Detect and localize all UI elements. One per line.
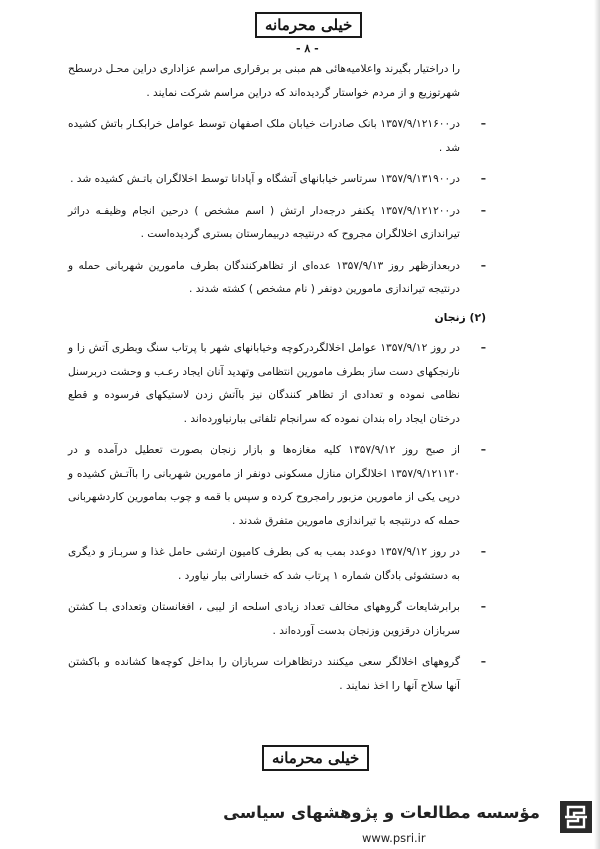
document-paragraph: – در۱۳۵۷/۹/۱۲۱۲۰۰ یکنفر درجه‌دار ارتش ( اسم مشخص ) درحین انجام وظیفـه دراثر تیراندازی اخلالگران مجروح که درنتیجه دربیمارستان بستری گردیده‌است . xyxy=(68,200,460,247)
document-paragraph: – در۱۳۵۷/۹/۱۳۱۹۰۰ سرتاسر خیابانهای آتشگاه و آپادانا توسط اخلالگران باتـش کشیده شد . xyxy=(68,168,460,192)
document-paragraph: – برابرشایعات گروههای مخالف تعداد زیادی اسلحه از لیبی ، افغانستان وتعدادی بـا کشتن سربازان درقزوین وزنجان بدست آورده‌اند . xyxy=(68,596,460,643)
document-paragraph: – در روز ۱۳۵۷/۹/۱۲ عوامل اخلالگردرکوچه وخیابانهای شهر با پرتاب سنگ وبطری آتش زا و نارنجکهای دست ساز بطرف مامورین انتظامی وتهدید آنان ایجاد رعـب و وحشت دربرسنل نظامی نموده و تعدادی از تظاهر کنندگان نیز باآتش زدن لاستیکهای فرسوده و قطع درختان ایجاد راه بندان نموده که سرانجام تلفاتی ببارنیاورده‌اند . xyxy=(68,337,460,431)
page-number: - ۸ - xyxy=(296,42,319,55)
institute-url: www.psri.ir xyxy=(362,831,426,845)
publisher-footer xyxy=(0,795,600,849)
classification-stamp-bottom: خیلی محرمانه xyxy=(262,745,369,771)
document-body xyxy=(68,58,486,698)
document-paragraph: – در۱۳۵۷/۹/۱۲۱۶۰۰ بانک صادرات خیابان ملک اصفهان توسط عوامل خرابکـار باتش کشیده شد . xyxy=(68,113,460,160)
document-paragraph: – دربعدازظهر روز ۱۳۵۷/۹/۱۳ عده‌ای از تظاهرکنندگان بطرف مامورین شهربانی حمله و درنتیجه تیراندازی مامورین دونفر ( نام مشخص ) کشته شدند . xyxy=(68,255,460,302)
section-heading-zanjan: (۲) زنجان xyxy=(434,310,486,324)
paragraph-group-isfahan xyxy=(68,58,460,302)
classification-stamp-top: خیلی محرمانه xyxy=(255,12,362,38)
document-paragraph: – در روز ۱۳۵۷/۹/۱۲ دوعدد بمب به کی بطرف کامیون ارتشی حامل غذا و سربـاز و دیگری به دستشوئی بادگان شماره ۱ پرتاب شد که خساراتی ببار نیاورد . xyxy=(68,541,460,588)
document-paragraph: را دراختیار بگیرند واعلامیه‌هائی هم مبنی بر برقراری مراسم عزاداری دراین محـل درسطح شهرتوزیع و از مردم خواستار گردیده‌اند که دراین مراسم شرکت نمایند . xyxy=(68,63,460,99)
document-paragraph: – گروههای اخلالگر سعی میکنند درتظاهرات سربازان را بداخل کوچه‌ها کشانده و باکشتن آنها سلاح آنها را اخذ نمایند . xyxy=(68,651,460,698)
paragraph-group-zanjan xyxy=(68,337,460,698)
institute-name: مؤسسه مطالعات و پژوهشهای سیاسی xyxy=(223,803,540,822)
institute-logo-icon xyxy=(560,801,592,833)
document-paragraph: – از صبح روز ۱۳۵۷/۹/۱۲ کلیه مغازه‌ها و بازار زنجان بصورت تعطیل درآمده و در ۱۳۵۷/۹/۱۲۱۱۳۰ اخلالگران منازل مسکونی دونفر از مامورین شهربانی را باآتـش کشیده و درپی یکی از مامورین مزبور رامجروح کرده و سپس با قمه و چوب بمامورین کارد‌شهربانی حمله که درنتیجه با تیراندازی مامورین متفرق شدند . xyxy=(68,439,460,533)
scan-edge-shadow xyxy=(594,0,600,849)
